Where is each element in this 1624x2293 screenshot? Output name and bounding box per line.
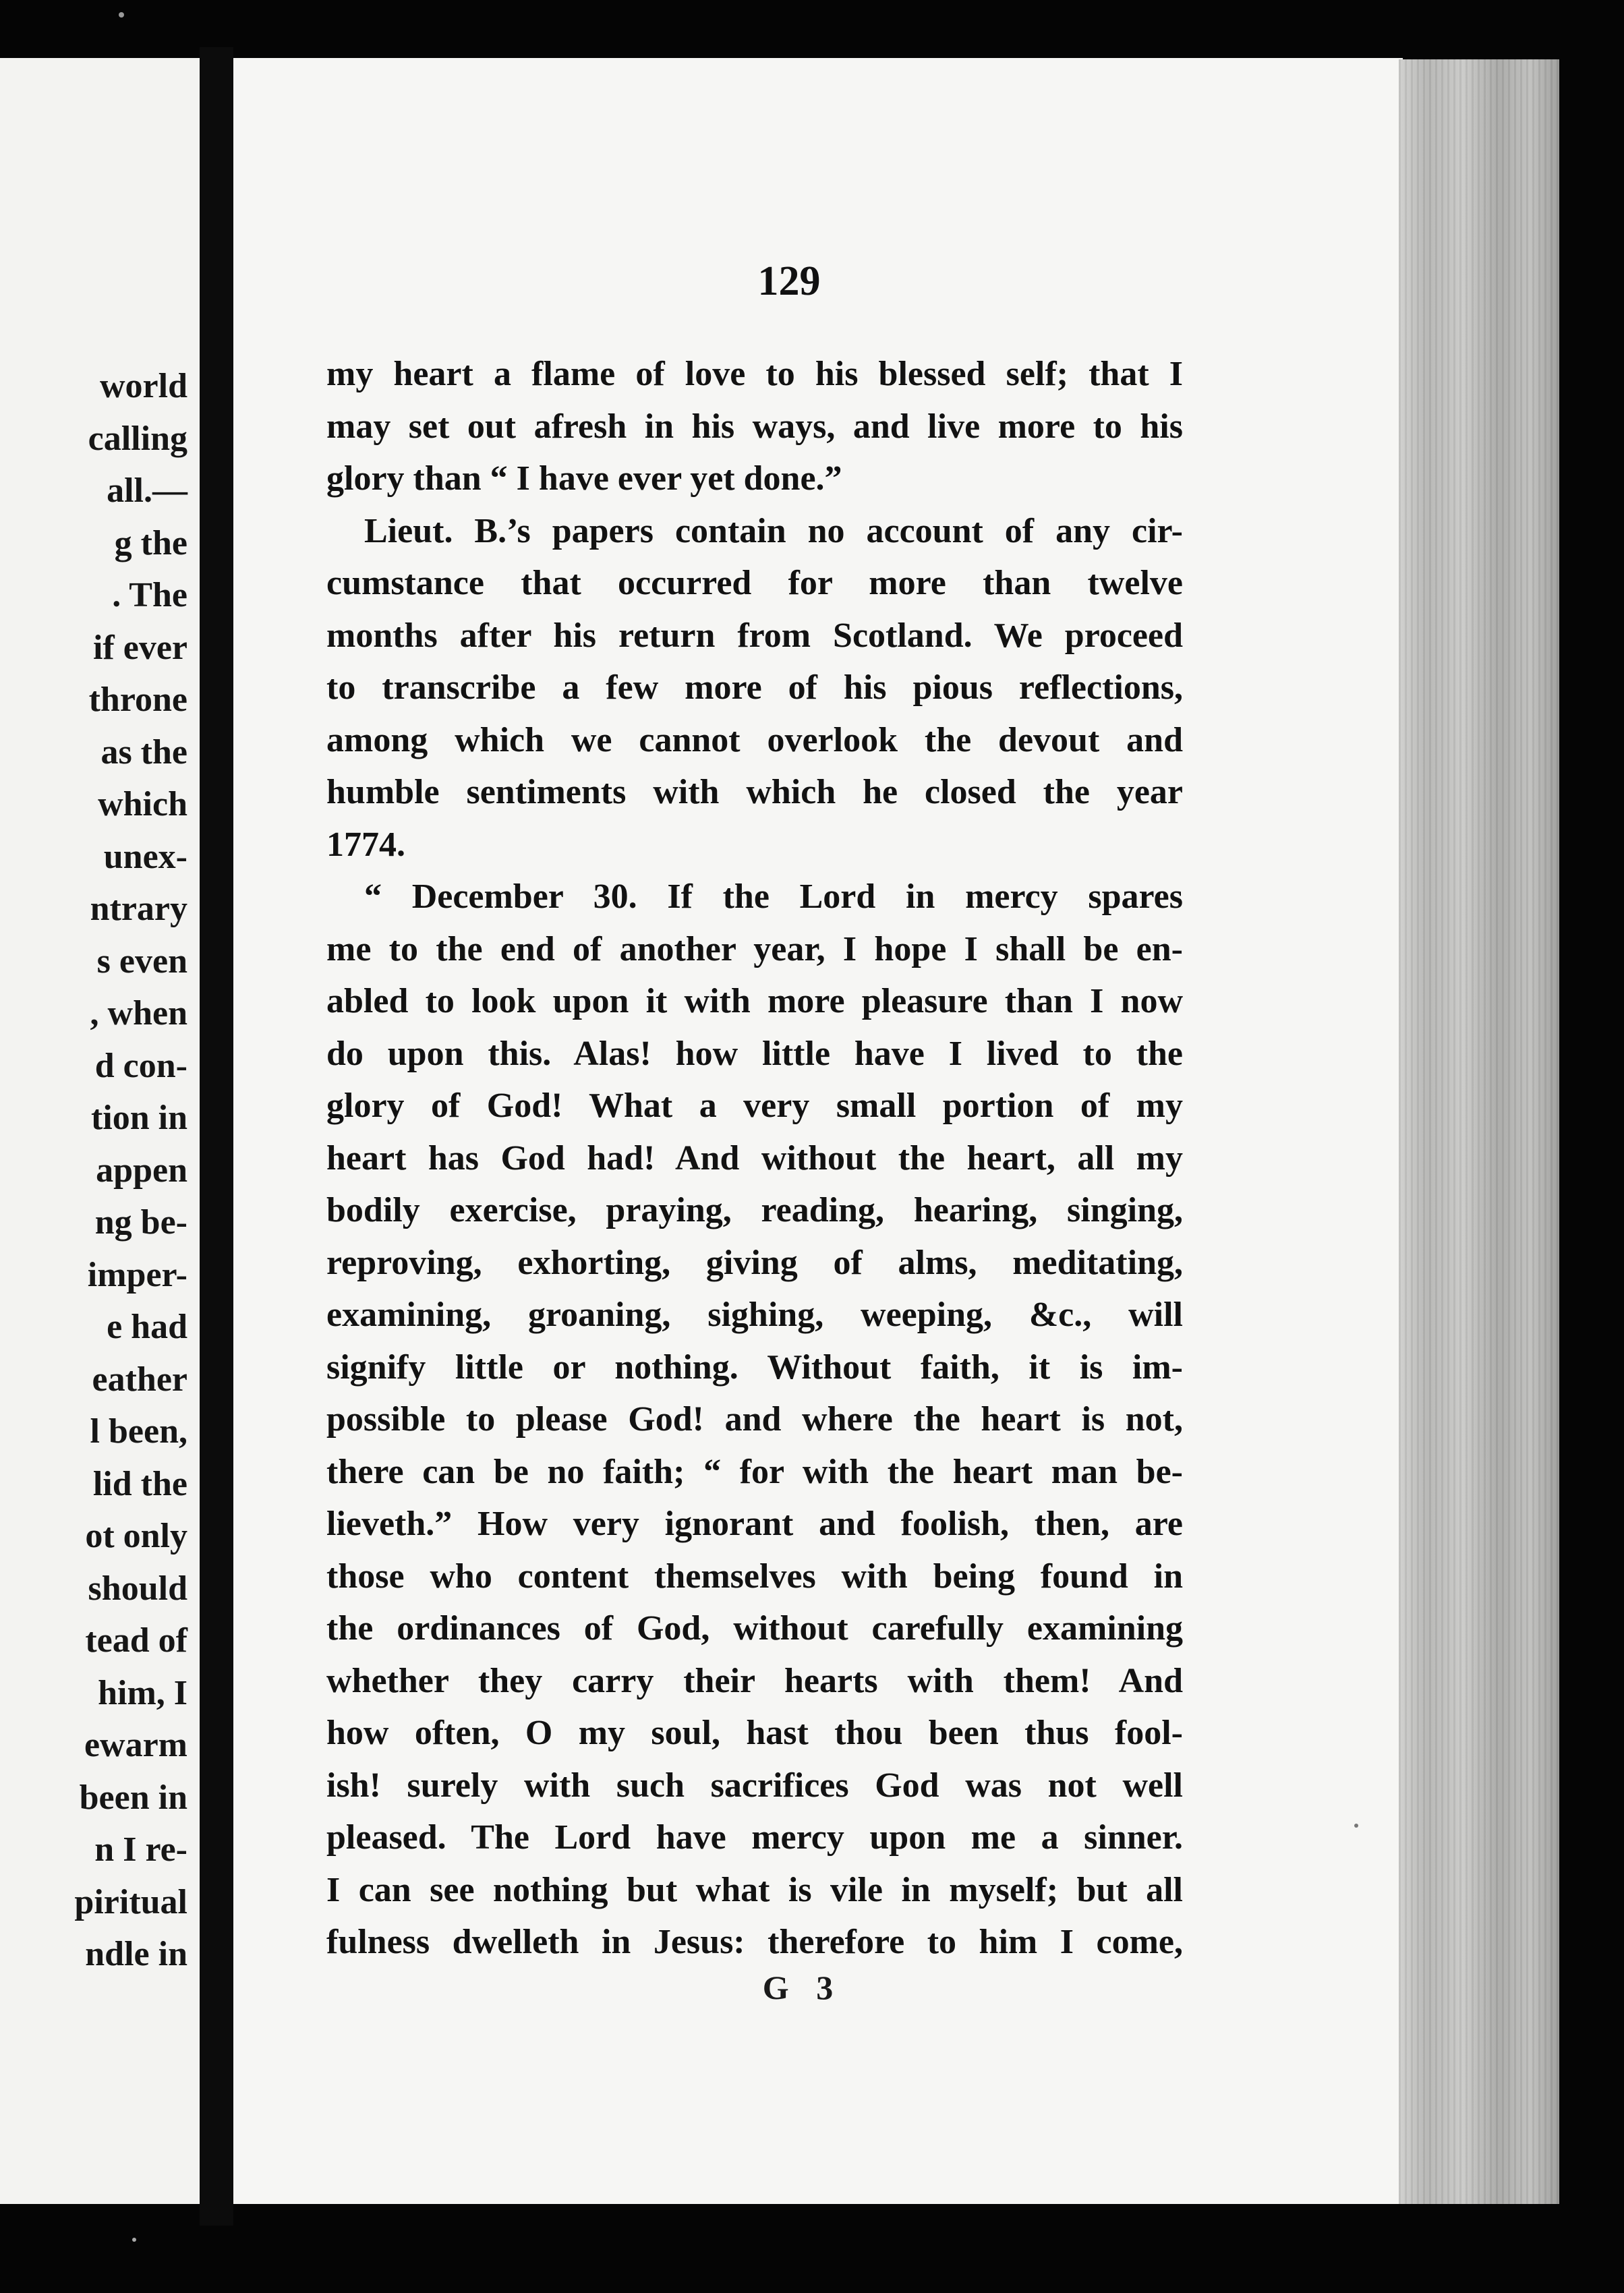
text-line: I can see nothing but what is vile in myself; but all [326,1871,1183,1909]
facing-page-text-fragment: if ever [92,629,187,667]
text-line: glory than “ I have ever yet done.” [326,459,842,498]
text-line: humble sentiments with which he closed the year [326,773,1183,811]
text-line: glory of God! What a very small portion of my [326,1086,1183,1125]
facing-page-text-fragment: all.— [107,471,187,510]
facing-page-text-fragment: appen [96,1151,187,1190]
text-line: do upon this. Alas! how little have I lived to the [326,1035,1183,1073]
facing-page-text-fragment: calling [88,419,187,458]
facing-page-text-fragment: , when [90,994,187,1033]
facing-page-text-fragment: should [88,1569,187,1608]
paper-speck [1354,1824,1358,1828]
facing-page-text-fragment: ng be- [94,1203,187,1242]
page-fore-edge [1399,59,1559,2204]
page-number: 129 [757,258,821,304]
paper-speck [132,2238,136,2242]
facing-page-text-fragment: throne [88,680,187,719]
text-line: ish! surely with such sacrifices God was not well [326,1766,1183,1805]
text-line: pleased. The Lord have mercy upon me a sinner. [326,1818,1183,1857]
facing-page-text-fragment: ntrary [90,890,187,928]
book-gutter [200,47,233,2226]
text-line: me to the end of another year, I hope I shall be en- [326,930,1183,968]
facing-page-text-fragment: s even [96,942,187,981]
text-line: whether they carry their hearts with them! And [326,1662,1183,1700]
text-line: Lieut. B.’s papers contain no account of any cir- [364,512,1183,550]
facing-page-text-fragment: him, I [98,1674,187,1712]
text-line: abled to look upon it with more pleasure than I now [326,982,1183,1020]
facing-page-text-fragment: which [98,785,187,823]
facing-page-left [0,58,200,2204]
facing-page-text-fragment: piritual [74,1883,187,1921]
facing-page-text-fragment: g the [114,524,187,562]
facing-page-text-fragment: unex- [103,838,187,876]
facing-page-text-fragment: . The [112,576,187,614]
text-line: cumstance that occurred for more than twelve [326,564,1183,602]
text-line: 1774. [326,825,405,864]
facing-page-text-fragment: d con- [94,1047,187,1085]
facing-page-text-fragment: e had [107,1308,187,1346]
facing-page-text-fragment: ot only [85,1517,187,1555]
text-line: possible to please God! and where the heart is not, [326,1400,1183,1439]
facing-page-text-fragment: ndle in [85,1935,187,1973]
text-line: examining, groaning, sighing, weeping, &c., will [326,1296,1183,1334]
text-line: heart has God had! And without the heart, all my [326,1139,1183,1178]
facing-page-text-fragment: tead of [85,1621,187,1660]
text-line: the ordinances of God, without carefully examining [326,1609,1183,1648]
text-line: there can be no faith; “ for with the heart man be- [326,1453,1183,1491]
facing-page-text-fragment: ewarm [84,1726,187,1764]
text-line: my heart a flame of love to his blessed self; that I [326,355,1183,393]
text-line: to transcribe a few more of his pious reflections, [326,668,1183,707]
text-line: lieveth.” How very ignorant and foolish, then, are [326,1505,1183,1543]
text-line: months after his return from Scotland. We proceed [326,616,1183,655]
facing-page-text-fragment: lid the [92,1465,187,1503]
facing-page-text-fragment: l been, [90,1412,187,1451]
facing-page-text-fragment: as the [100,733,187,772]
text-line: may set out afresh in his ways, and live more to his [326,407,1183,446]
text-line: “ December 30. If the Lord in mercy spares [364,877,1183,916]
facing-page-text-fragment: world [100,367,187,405]
facing-page-text-fragment: n I re- [94,1830,187,1869]
facing-page-text-fragment: eather [92,1360,187,1399]
facing-page-text-fragment: tion in [90,1099,187,1137]
facing-page-text-fragment: been in [79,1778,187,1817]
facing-page-text-fragment: imper- [87,1256,187,1294]
printer-signature-mark: G 3 [762,1969,843,2006]
text-line: fulness dwelleth in Jesus: therefore to him I come, [326,1923,1183,1961]
text-line: bodily exercise, praying, reading, hearing, singing, [326,1191,1183,1229]
paper-speck [119,12,124,18]
text-line: reproving, exhorting, giving of alms, meditating, [326,1244,1183,1282]
text-line: among which we cannot overlook the devout and [326,721,1183,759]
text-line: those who content themselves with being found in [326,1557,1183,1596]
text-line: how often, O my soul, hast thou been thus fool- [326,1714,1183,1752]
text-line: signify little or nothing. Without faith, it is im- [326,1348,1183,1387]
